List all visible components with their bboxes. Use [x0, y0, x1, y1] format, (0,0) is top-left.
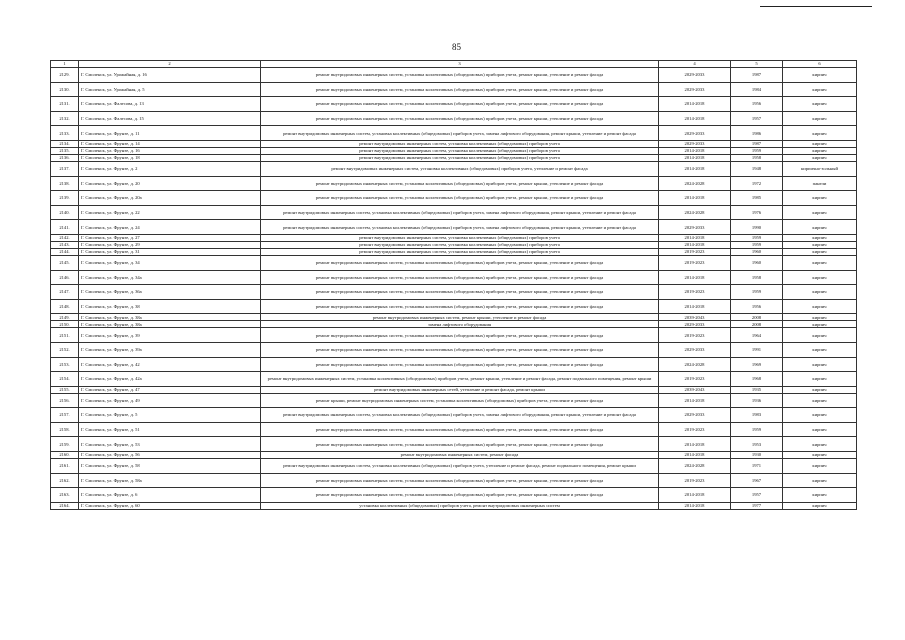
repair-period-cell: 2024-2028: [659, 205, 731, 220]
address-cell: Г. Смоленск, ул. Фрунзе, д. 11: [79, 126, 261, 141]
table-row: [51, 488, 857, 503]
wall-material-cell: кирпич: [783, 285, 857, 300]
row-number: 2133.: [51, 126, 79, 141]
row-number: 2130.: [51, 82, 79, 97]
row-number: 2137.: [51, 161, 79, 176]
wall-material-cell: кирпич: [783, 234, 857, 241]
repair-period-cell: 2014-2018: [659, 234, 731, 241]
row-number: 2155.: [51, 386, 79, 393]
row-number: 2150.: [51, 321, 79, 328]
address-cell: Г. Смоленск, ул. Фрунзе, д. 42а: [79, 372, 261, 387]
address-cell: Г. Смоленск, ул. Урожайная, д. 5: [79, 82, 261, 97]
table-row: [51, 437, 857, 452]
row-number: 2138.: [51, 176, 79, 191]
row-number: 2149.: [51, 314, 79, 321]
construction-year-cell: 1976: [731, 205, 783, 220]
row-number: 2144.: [51, 248, 79, 255]
work-types-cell: ремонт внутридомовых инженерных систем, установка коллективных (общедомовых) приборов учета: [261, 248, 659, 255]
address-cell: Г. Смоленск, ул. Фрунзе, д. 34: [79, 255, 261, 270]
work-types-cell: ремонт внутридомовых инженерных систем, установка коллективных (общедомовых) приборов учета, ремонт крыши, утепление и ремонт фасада, ремонт подвального помещения, ремонт крыши: [261, 372, 659, 387]
repair-period-cell: 2014-2018: [659, 270, 731, 285]
work-types-cell: ремонт внутридомовых инженерных систем, установка коллективных (общедомовых) приборов учета, ремонт крыши, утепление и ремонт фасада: [261, 328, 659, 343]
table-row: [51, 386, 857, 393]
table-row: [51, 459, 857, 474]
table-row: [51, 205, 857, 220]
wall-material-cell: кирпич: [783, 342, 857, 357]
work-types-cell: ремонт внутридомовых инженерных систем, ремонт фасада: [261, 452, 659, 459]
address-cell: Г. Смоленск, ул. Фрунзе, д. 18: [79, 154, 261, 161]
wall-material-cell: кирпич: [783, 314, 857, 321]
address-cell: Г. Смоленск, ул. Фрунзе, д. 49: [79, 393, 261, 408]
table-row: [51, 299, 857, 314]
address-cell: Г. Смоленск, ул. Фрунзе, д. 38а: [79, 314, 261, 321]
work-types-cell: ремонт внутридомовых инженерных систем, установка коллективных (общедомовых) приборов учета: [261, 140, 659, 147]
construction-year-cell: 2008: [731, 321, 783, 328]
wall-material-cell: кирпич: [783, 386, 857, 393]
wall-material-cell: кирпич: [783, 140, 857, 147]
work-types-cell: ремонт внутридомовых инженерных систем, установка коллективных (общедомовых) приборов учета, ремонт крыши, утепление и ремонт фасада: [261, 270, 659, 285]
column-number-row: [51, 61, 857, 68]
wall-material-cell: кирпич: [783, 248, 857, 255]
work-types-cell: ремонт внутридомовых инженерных систем, установка коллективных (общедомовых) приборов учета: [261, 241, 659, 248]
table-row: [51, 321, 857, 328]
repair-period-cell: 2014-2018: [659, 154, 731, 161]
repair-period-cell: 2024-2028: [659, 176, 731, 191]
row-number: 2157.: [51, 408, 79, 423]
construction-year-cell: 1959: [731, 234, 783, 241]
wall-material-cell: кирпич: [783, 154, 857, 161]
work-types-cell: ремонт внутридомовых инженерных систем, установка коллективных (общедомовых) приборов учета, замена лифтового оборудования, ремонт крыши, утепление и ремонт фасада: [261, 205, 659, 220]
row-number: 2136.: [51, 154, 79, 161]
address-cell: Г. Смоленск, ул. Фрунзе, д. 29: [79, 241, 261, 248]
table-row: [51, 452, 857, 459]
address-cell: Г. Смоленск, ул. Фрунзе, д. 58а: [79, 473, 261, 488]
column-number: 2: [79, 61, 261, 68]
wall-material-cell: кирпич: [783, 299, 857, 314]
address-cell: Г. Смоленск, ул. Фрунзе, д. 14: [79, 140, 261, 147]
repair-period-cell: 2019-2023: [659, 255, 731, 270]
repair-period-cell: 2014-2018: [659, 393, 731, 408]
address-cell: Г. Смоленск, ул. Фрунзе, д. 31: [79, 248, 261, 255]
construction-year-cell: 1990: [731, 220, 783, 235]
repair-period-cell: 2029-2033: [659, 321, 731, 328]
repair-period-cell: 2024-2028: [659, 459, 731, 474]
row-number: 2141.: [51, 220, 79, 235]
address-cell: Г. Смоленск, ул. Фрунзе, д. 20: [79, 176, 261, 191]
construction-year-cell: 1935: [731, 386, 783, 393]
address-cell: Г. Смоленск, ул. Фрунзе, д. 22: [79, 205, 261, 220]
address-cell: Г. Смоленск, ул. Фалесова, д. 15: [79, 111, 261, 126]
table-row: [51, 357, 857, 372]
wall-material-cell: кирпич: [783, 82, 857, 97]
address-cell: Г. Смоленск, ул. Фрунзе, д. 47: [79, 386, 261, 393]
row-number: 2145.: [51, 255, 79, 270]
construction-year-cell: 1959: [731, 241, 783, 248]
table-row: [51, 248, 857, 255]
repair-period-cell: 2029-2033: [659, 342, 731, 357]
construction-year-cell: 1936: [731, 393, 783, 408]
address-cell: Г. Смоленск, ул. Фрунзе, д. 38а: [79, 321, 261, 328]
construction-year-cell: 1959: [731, 285, 783, 300]
wall-material-cell: кирпич: [783, 126, 857, 141]
address-cell: Г. Смоленск, ул. Фрунзе, д. 24: [79, 220, 261, 235]
row-number: 2135.: [51, 147, 79, 154]
column-number: 5: [731, 61, 783, 68]
table-row: [51, 314, 857, 321]
wall-material-cell: кирпич: [783, 357, 857, 372]
row-number: 2132.: [51, 111, 79, 126]
row-number: 2163.: [51, 488, 79, 503]
housing-register-table: [50, 60, 857, 510]
repair-period-cell: 2029-2033: [659, 68, 731, 83]
wall-material-cell: панели: [783, 176, 857, 191]
repair-period-cell: 2029-2033: [659, 220, 731, 235]
repair-period-cell: 2019-2023: [659, 422, 731, 437]
table-row: [51, 372, 857, 387]
wall-material-cell: кирпич: [783, 372, 857, 387]
work-types-cell: ремонт внутридомовых инженерных систем, установка коллективных (общедомовых) приборов учета: [261, 234, 659, 241]
table-row: [51, 161, 857, 176]
work-types-cell: ремонт внутридомовых инженерных систем, установка коллективных (общедомовых) приборов учета, ремонт крыши, утепление и ремонт фасада: [261, 111, 659, 126]
row-number: 2159.: [51, 437, 79, 452]
table-row: [51, 408, 857, 423]
table-row: [51, 342, 857, 357]
repair-period-cell: 2014-2018: [659, 437, 731, 452]
work-types-cell: ремонт внутридомовых инженерных систем, установка коллективных (общедомовых) приборов учета: [261, 154, 659, 161]
table-row: [51, 97, 857, 112]
repair-period-cell: 2029-2033: [659, 82, 731, 97]
work-types-cell: ремонт внутридомовых инженерных сетей, утепление и ремонт фасада, ремонт крыши: [261, 386, 659, 393]
row-number: 2158.: [51, 422, 79, 437]
table-row: [51, 68, 857, 83]
work-types-cell: ремонт внутридомовых инженерных систем, установка коллективных (общедомовых) приборов учета, замена лифтового оборудования, ремонт крыши, утепление и ремонт фасада: [261, 126, 659, 141]
construction-year-cell: 1971: [731, 459, 783, 474]
wall-material-cell: кирпич: [783, 422, 857, 437]
construction-year-cell: 1991: [731, 342, 783, 357]
table-row: [51, 473, 857, 488]
work-types-cell: ремонт внутридомовых инженерных систем, установка коллективных (общедомовых) приборов учета, ремонт крыши, утепление и ремонт фасада: [261, 97, 659, 112]
address-cell: Г. Смоленск, ул. Фрунзе, д. 58: [79, 459, 261, 474]
table-row: [51, 270, 857, 285]
construction-year-cell: 1930: [731, 452, 783, 459]
address-cell: Г. Смоленск, ул. Фрунзе, д. 16: [79, 147, 261, 154]
work-types-cell: ремонт внутридомовых инженерных систем, установка коллективных (общедомовых) приборов учета, ремонт крыши, утепление и ремонт фасада: [261, 299, 659, 314]
work-types-cell: ремонт крыши, ремонт внутридомовых инженерных систем, установка коллективных (общедомовых) приборов учета, утепление и ремонт фасада: [261, 393, 659, 408]
wall-material-cell: кирпич: [783, 408, 857, 423]
wall-material-cell: кирпич: [783, 328, 857, 343]
construction-year-cell: 1956: [731, 97, 783, 112]
repair-period-cell: 2024-2028: [659, 357, 731, 372]
wall-material-cell: кирпич: [783, 191, 857, 206]
work-types-cell: замена лифтового оборудования: [261, 321, 659, 328]
table-row: [51, 328, 857, 343]
row-number: 2147.: [51, 285, 79, 300]
work-types-cell: ремонт внутридомовых инженерных систем, установка коллективных (общедомовых) приборов учета, ремонт крыши, утепление и ремонт фасада: [261, 68, 659, 83]
construction-year-cell: 2008: [731, 314, 783, 321]
column-number: 3: [261, 61, 659, 68]
top-rule: [760, 6, 872, 7]
row-number: 2148.: [51, 299, 79, 314]
work-types-cell: ремонт внутридомовых инженерных систем, установка коллективных (общедомовых) приборов учета, ремонт крыши, утепление и ремонт фасада: [261, 422, 659, 437]
table-row: [51, 502, 857, 509]
repair-period-cell: 2019-2023: [659, 372, 731, 387]
construction-year-cell: 1958: [731, 270, 783, 285]
construction-year-cell: 1964: [731, 328, 783, 343]
table-row: [51, 126, 857, 141]
work-types-cell: ремонт внутридомовых инженерных систем, установка коллективных (общедомовых) приборов учета, ремонт крыши, утепление и ремонт фасада: [261, 255, 659, 270]
row-number: 2131.: [51, 97, 79, 112]
row-number: 2129.: [51, 68, 79, 83]
construction-year-cell: 1972: [731, 176, 783, 191]
repair-period-cell: 2019-2023: [659, 473, 731, 488]
wall-material-cell: кирпич: [783, 270, 857, 285]
repair-period-cell: 2019-2023: [659, 328, 731, 343]
construction-year-cell: 1984: [731, 82, 783, 97]
wall-material-cell: кирпич: [783, 502, 857, 509]
wall-material-cell: кирпич: [783, 241, 857, 248]
table-row: [51, 422, 857, 437]
row-number: 2160.: [51, 452, 79, 459]
table-row: [51, 191, 857, 206]
wall-material-cell: кирпич: [783, 488, 857, 503]
table-row: [51, 176, 857, 191]
construction-year-cell: 1956: [731, 299, 783, 314]
address-cell: Г. Смоленск, ул. Фрунзе, д. 36а: [79, 285, 261, 300]
wall-material-cell: кирпич: [783, 205, 857, 220]
table-row: [51, 111, 857, 126]
work-types-cell: установка коллективных (общедомовых) приборов учета, ремонт внутридомовых инженерных систем: [261, 502, 659, 509]
construction-year-cell: 1959: [731, 147, 783, 154]
wall-material-cell: кирпич: [783, 321, 857, 328]
row-number: 2161.: [51, 459, 79, 474]
address-cell: Г. Смоленск, ул. Фрунзе, д. 60: [79, 502, 261, 509]
table-row: [51, 234, 857, 241]
construction-year-cell: 1985: [731, 191, 783, 206]
table-row: [51, 255, 857, 270]
work-types-cell: ремонт внутридомовых инженерных систем, установка коллективных (общедомовых) приборов учета, ремонт крыши, утепление и ремонт фасада: [261, 357, 659, 372]
row-number: 2156.: [51, 393, 79, 408]
work-types-cell: ремонт внутридомовых инженерных систем, установка коллективных (общедомовых) приборов учета, ремонт крыши, утепление и ремонт фасада: [261, 176, 659, 191]
wall-material-cell: кирпич: [783, 111, 857, 126]
construction-year-cell: 1967: [731, 473, 783, 488]
construction-year-cell: 1977: [731, 502, 783, 509]
construction-year-cell: 1959: [731, 422, 783, 437]
table-row: [51, 220, 857, 235]
repair-period-cell: 2039-2043: [659, 386, 731, 393]
table-row: [51, 241, 857, 248]
work-types-cell: ремонт внутридомовых инженерных систем, установка коллективных (общедомовых) приборов учета, ремонт крыши, утепление и ремонт фасада: [261, 488, 659, 503]
row-number: 2140.: [51, 205, 79, 220]
repair-period-cell: 2014-2018: [659, 488, 731, 503]
address-cell: Г. Смоленск, ул. Фрунзе, д. 2: [79, 161, 261, 176]
address-cell: Г. Смоленск, ул. Фрунзе, д. 38: [79, 299, 261, 314]
repair-period-cell: 2014-2018: [659, 111, 731, 126]
work-types-cell: ремонт внутридомовых инженерных систем, установка коллективных (общедомовых) приборов учета, ремонт крыши, утепление и ремонт фасада: [261, 473, 659, 488]
address-cell: Г. Смоленск, ул. Урожайная, д. 16: [79, 68, 261, 83]
table-row: [51, 154, 857, 161]
table-row: [51, 285, 857, 300]
work-types-cell: ремонт внутридомовых инженерных систем, установка коллективных (общедомовых) приборов учета: [261, 147, 659, 154]
row-number: 2139.: [51, 191, 79, 206]
address-cell: Г. Смоленск, ул. Фрунзе, д. 42: [79, 357, 261, 372]
work-types-cell: ремонт внутридомовых инженерных систем, установка коллективных (общедомовых) приборов учета, ремонт крыши, утепление и ремонт фасада: [261, 285, 659, 300]
repair-period-cell: 2014-2018: [659, 502, 731, 509]
repair-period-cell: 2039-2043: [659, 314, 731, 321]
row-number: 2134.: [51, 140, 79, 147]
construction-year-cell: 1987: [731, 140, 783, 147]
table-row: [51, 82, 857, 97]
wall-material-cell: кирпич: [783, 393, 857, 408]
construction-year-cell: 1960: [731, 255, 783, 270]
wall-material-cell: кирпич: [783, 97, 857, 112]
address-cell: Г. Смоленск, ул. Фрунзе, д. 20а: [79, 191, 261, 206]
work-types-cell: ремонт внутридомовых инженерных систем, установка коллективных (общедомовых) приборов учета, ремонт крыши, утепление и ремонт фасада: [261, 82, 659, 97]
construction-year-cell: 1958: [731, 154, 783, 161]
repair-period-cell: 2014-2018: [659, 191, 731, 206]
table-row: [51, 393, 857, 408]
row-number: 2151.: [51, 328, 79, 343]
construction-year-cell: 1953: [731, 437, 783, 452]
row-number: 2143.: [51, 241, 79, 248]
wall-material-cell: кирпич: [783, 452, 857, 459]
row-number: 2152.: [51, 342, 79, 357]
wall-material-cell: кирпич: [783, 437, 857, 452]
work-types-cell: ремонт внутридомовых инженерных систем, ремонт крыши, утепление и ремонт фасада: [261, 314, 659, 321]
repair-period-cell: 2014-2018: [659, 241, 731, 248]
wall-material-cell: кирпич: [783, 147, 857, 154]
construction-year-cell: 1983: [731, 408, 783, 423]
repair-period-cell: 2014-2018: [659, 147, 731, 154]
table-row: [51, 140, 857, 147]
construction-year-cell: 1968: [731, 372, 783, 387]
wall-material-cell: кирпич: [783, 220, 857, 235]
construction-year-cell: 1986: [731, 126, 783, 141]
repair-period-cell: 2014-2018: [659, 97, 731, 112]
work-types-cell: ремонт внутридомовых инженерных систем, установка коллективных (общедомовых) приборов учета, замена лифтового оборудования, ремонт крыши, утепление и ремонт фасада: [261, 220, 659, 235]
construction-year-cell: 1987: [731, 68, 783, 83]
repair-period-cell: 2014-2018: [659, 299, 731, 314]
page-number: 85: [452, 42, 461, 52]
repair-period-cell: 2014-2018: [659, 452, 731, 459]
wall-material-cell: кирпично-зольный: [783, 161, 857, 176]
repair-period-cell: 2014-2018: [659, 161, 731, 176]
work-types-cell: ремонт внутридомовых инженерных систем, установка коллективных (общедомовых) приборов учета, утепление и ремонт фасада: [261, 161, 659, 176]
row-number: 2154.: [51, 372, 79, 387]
row-number: 2153.: [51, 357, 79, 372]
wall-material-cell: кирпич: [783, 473, 857, 488]
address-cell: Г. Смоленск, ул. Фрунзе, д. 6: [79, 488, 261, 503]
work-types-cell: ремонт внутридомовых инженерных систем, установка коллективных (общедомовых) приборов учета, ремонт крыши, утепление и ремонт фасада: [261, 342, 659, 357]
address-cell: Г. Смоленск, ул. Фрунзе, д. 56: [79, 452, 261, 459]
repair-period-cell: 2029-2033: [659, 408, 731, 423]
row-number: 2162.: [51, 473, 79, 488]
construction-year-cell: 1960: [731, 248, 783, 255]
work-types-cell: ремонт внутридомовых инженерных систем, установка коллективных (общедомовых) приборов учета, ремонт крыши, утепление и ремонт фасада: [261, 191, 659, 206]
repair-period-cell: 2019-2023: [659, 285, 731, 300]
address-cell: Г. Смоленск, ул. Фалесова, д. 13: [79, 97, 261, 112]
row-number: 2142.: [51, 234, 79, 241]
table-body: [51, 61, 857, 510]
repair-period-cell: 2029-2033: [659, 140, 731, 147]
column-number: 1: [51, 61, 79, 68]
construction-year-cell: 1948: [731, 161, 783, 176]
work-types-cell: ремонт внутридомовых инженерных систем, установка коллективных (общедомовых) приборов учета, утепление и ремонт фасада, ремонт подвального помещения, ремонт крыши: [261, 459, 659, 474]
work-types-cell: ремонт внутридомовых инженерных систем, установка коллективных (общедомовых) приборов учета, ремонт крыши, утепление и ремонт фасада: [261, 437, 659, 452]
wall-material-cell: кирпич: [783, 255, 857, 270]
address-cell: Г. Смоленск, ул. Фрунзе, д. 39а: [79, 342, 261, 357]
address-cell: Г. Смоленск, ул. Фрунзе, д. 39: [79, 328, 261, 343]
column-number: 6: [783, 61, 857, 68]
table-row: [51, 147, 857, 154]
wall-material-cell: кирпич: [783, 459, 857, 474]
address-cell: Г. Смоленск, ул. Фрунзе, д. 53: [79, 437, 261, 452]
address-cell: Г. Смоленск, ул. Фрунзе, д. 34а: [79, 270, 261, 285]
work-types-cell: ремонт внутридомовых инженерных систем, установка коллективных (общедомовых) приборов учета, замена лифтового оборудования, ремонт крыши, утепление и ремонт фасада: [261, 408, 659, 423]
address-cell: Г. Смоленск, ул. Фрунзе, д. 27: [79, 234, 261, 241]
address-cell: Г. Смоленск, ул. Фрунзе, д. 51: [79, 422, 261, 437]
row-number: 2146.: [51, 270, 79, 285]
wall-material-cell: кирпич: [783, 68, 857, 83]
row-number: 2164.: [51, 502, 79, 509]
construction-year-cell: 1957: [731, 111, 783, 126]
column-number: 4: [659, 61, 731, 68]
repair-period-cell: 2019-2023: [659, 248, 731, 255]
construction-year-cell: 1969: [731, 357, 783, 372]
construction-year-cell: 1957: [731, 488, 783, 503]
repair-period-cell: 2029-2033: [659, 126, 731, 141]
address-cell: Г. Смоленск, ул. Фрунзе, д. 5: [79, 408, 261, 423]
